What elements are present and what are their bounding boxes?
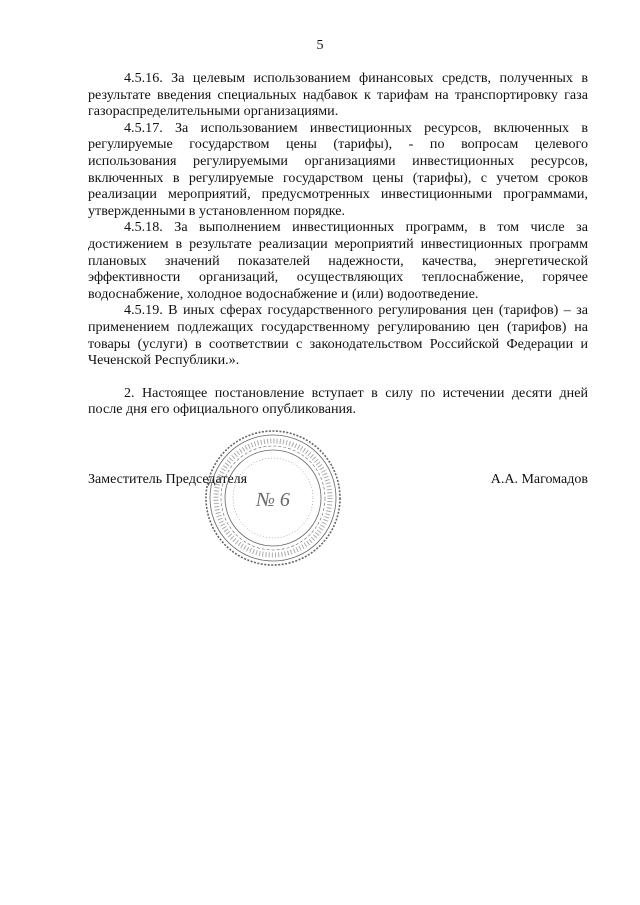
signature-name: А.А. Магомадов bbox=[490, 472, 588, 487]
clause-4-5-19: 4.5.19. В иных сферах государственного регулирования цен (тарифов) – за применением подлежащих государственному регулированию цен (тарифов) на товары (услуги) в соответствии с законодательством Российской Федерации и Чеченской Республики.». bbox=[88, 302, 588, 369]
clause-4-5-17: 4.5.17. За использованием инвестиционных ресурсов, включенных в регулируемые государством цены (тарифы), - по вопросам целевого использования регулируемыми организациями инвестиционных ресурсов, включенных в регулируемые государством цены (тарифы), с учетом сроков реализации мероприятий, предусмотренных инвестиционными программами, утвержденными в установленном порядке. bbox=[88, 119, 588, 219]
document-body bbox=[88, 70, 588, 418]
seal-number: № 6 bbox=[256, 489, 290, 511]
clause-2-effective-date: 2. Настоящее постановление вступает в силу по истечении десяти дней после дня его официального опубликования. bbox=[88, 384, 588, 418]
page-number: 5 bbox=[316, 38, 324, 53]
official-seal-stamp bbox=[203, 428, 343, 568]
clause-4-5-16: 4.5.16. За целевым использованием финансовых средств, полученных в результате введения специальных надбавок к тарифам на транспортировку газа газораспределительными организациями. bbox=[88, 70, 588, 120]
clause-4-5-18: 4.5.18. За выполнением инвестиционных программ, в том числе за достижением в результате реализации мероприятий инвестиционных программ плановых значений показателей надежности, качества, энергетической эффективности организаций, осуществляющих теплоснабжение, горячее водоснабжение, холодное водоснабжение и (или) водоотведение. bbox=[88, 219, 588, 302]
signature-role: Заместитель Председателя bbox=[88, 472, 248, 487]
